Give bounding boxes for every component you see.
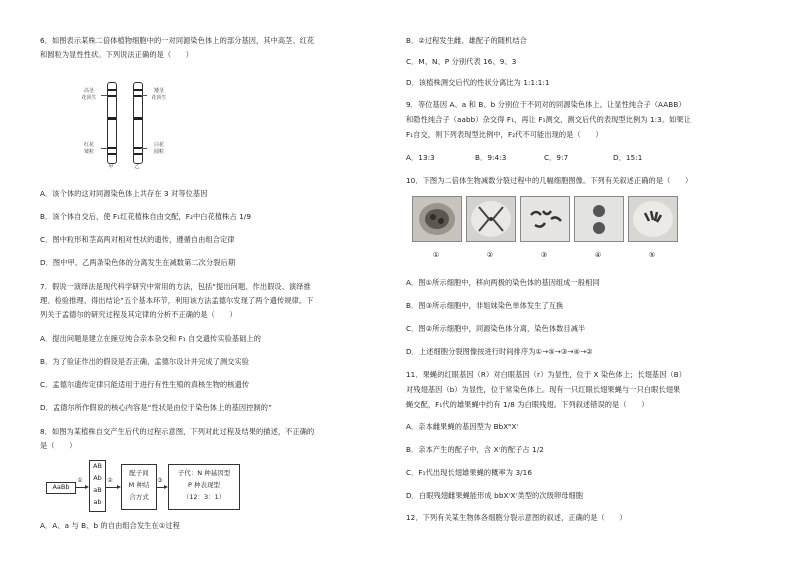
step-2-label: ② xyxy=(107,477,113,484)
micrograph-3-image xyxy=(521,197,569,241)
q6-option-c: C．图中粒形和茎高两对相对性状的遗传，遵循自由组合定律 xyxy=(40,235,235,244)
arrow-2 xyxy=(105,487,117,488)
step-1-label: ① xyxy=(77,477,83,484)
q11-stem-line2: 对残翅基因（b）为显性，位于常染色体上。现有一只红眼长翅果蝇与一只白眼长翅果 xyxy=(406,385,681,394)
q7-option-a: A．提出问题是建立在豌豆纯合亲本杂交和 F₁ 自交遗传实验基础上的 xyxy=(40,334,262,343)
q8-option-b: B．②过程发生雌、雄配子的随机结合 xyxy=(406,36,527,45)
q9-stem-line1: 9．等位基因 A、a 和 B、b 分别位于不同对的同源染色体上。让显性纯合子（AABB） xyxy=(406,100,686,109)
q9-option-d: D．15:1 xyxy=(613,153,643,162)
micrograph-label-1: ① xyxy=(432,251,440,259)
q8-stem-line2: 是（ ） xyxy=(40,441,77,450)
q7-stem-line2: 理、检验推理、得出结论”五个基本环节，利用该方法孟德尔发现了两个遗传规律。下 xyxy=(40,296,314,305)
label-wrinkled-seed: 皱粒 xyxy=(83,149,94,155)
label-terminal-flower-right: 花顶生 xyxy=(151,95,167,101)
label-terminal-flower-left: 花顶生 xyxy=(81,95,97,101)
gamete-AB: AB xyxy=(93,462,102,470)
step-3-label: ③ xyxy=(157,477,163,484)
arrow-1 xyxy=(75,487,85,488)
q8-stem-line1: 8．如图为某植株自交产生后代的过程示意图，下列对此过程及结果的描述，不正确的 xyxy=(40,427,315,436)
parent-genotype-box: AaBb xyxy=(46,482,76,494)
micrograph-2-image xyxy=(467,197,515,241)
band xyxy=(108,95,116,97)
q6-stem-line2: 和圆粒为显性性状。下列说法正确的是（ ） xyxy=(40,50,194,59)
band xyxy=(108,153,116,155)
offspring-box xyxy=(168,464,240,510)
label-white-flower: 白花 xyxy=(153,142,164,148)
q11-option-a: A．亲本雌果蝇的基因型为 BbXᴿXʳ xyxy=(406,422,519,431)
gamete-Ab: Ab xyxy=(93,474,102,482)
micrograph-label-5: ⑤ xyxy=(648,251,656,259)
q7-stem-line3: 列关于孟德尔的研究过程及其定律的分析不正确的是（ ） xyxy=(40,310,237,319)
offspring-line3: （12：3：1） xyxy=(182,493,226,501)
q6-option-d: D．图中甲、乙两条染色体的分离发生在减数第二次分裂后期 xyxy=(40,258,236,267)
q7-option-d: D．孟德尔所作假说的核心内容是“性状是由位于染色体上的基因控制的” xyxy=(40,403,272,412)
q11-option-b: B．亲本产生的配子中，含 Xʳ的配子占 1/2 xyxy=(406,445,544,454)
q9-stem-line3: F₁自交，则下列表现型比例中，F₂代不可能出现的是（ ） xyxy=(406,130,603,139)
arrow-3 xyxy=(156,487,164,488)
gamete-ab: ab xyxy=(93,498,102,506)
q9-option-b: B．9:4:3 xyxy=(475,153,507,162)
band xyxy=(134,89,142,91)
q11-option-d: D．白眼残翅雌果蝇能形成 bbXʳXʳ类型的次级卵母细胞 xyxy=(406,491,584,500)
micrograph-5 xyxy=(628,196,678,242)
micrograph-4 xyxy=(574,196,624,242)
micrograph-label-2: ② xyxy=(486,251,494,259)
q9-stem-line2: 和隐性纯合子（aabb）杂交得 F₁，再让 F₁测交，测交后代的表现型比例为 1:3。如果让 xyxy=(406,115,691,124)
q10-option-b: B．图③所示细胞中，非姐妹染色单体发生了互换 xyxy=(406,301,564,310)
label-round-seed: 圆粒 xyxy=(153,149,164,155)
q7-stem-line1: 7．假说一演绎法是现代科学研究中常用的方法，包括“提出问题、作出假设、演绎推 xyxy=(40,282,311,291)
q12-stem: 12．下列有关某生物体各细胞分裂示意图的叙述，正确的是（ ） xyxy=(406,513,627,522)
q7-option-c: C．孟德尔遗传定律只能适用于进行有性生殖的真核生物的核遗传 xyxy=(40,380,250,389)
q8-option-d: D．该植株测交后代的性状分离比为 1:1:1:1 xyxy=(406,78,550,87)
centromere-band xyxy=(134,117,142,120)
micrograph-3 xyxy=(520,196,570,242)
q6-option-b: B．该个体自交后，使 F₁红花植株自由交配，F₂中白花植株占 1/9 xyxy=(40,212,252,221)
band xyxy=(108,89,116,91)
micrograph-label-4: ④ xyxy=(594,251,602,259)
gametes-box xyxy=(89,460,106,512)
micrograph-label-3: ③ xyxy=(540,251,548,259)
band xyxy=(108,147,116,149)
caption-jia: 甲 xyxy=(108,164,114,170)
offspring-line2: P 种表现型 xyxy=(188,481,220,489)
label-red-flower: 红花 xyxy=(83,142,94,148)
combination-box xyxy=(121,464,157,510)
micrograph-2 xyxy=(466,196,516,242)
label-tall-stem: 高茎 xyxy=(83,88,94,94)
q7-option-b: B．为了验证作出的假设是否正确，孟德尔设计并完成了测交实验 xyxy=(40,357,250,366)
q11-stem-line1: 11．果蝇的红眼基因（R）对白眼基因（r）为显性，位于 X 染色体上；长翅基因（B） xyxy=(406,370,687,379)
q9-option-a: A．13:3 xyxy=(406,153,435,162)
micrograph-1 xyxy=(412,196,462,242)
gamete-aB: aB xyxy=(93,486,102,494)
micrograph-1-image xyxy=(413,197,461,241)
caption-yi: 乙 xyxy=(134,164,140,170)
combination-line2: M 种结 xyxy=(128,481,150,489)
q6-option-a: A．该个体的这对同源染色体上共存在 3 对等位基因 xyxy=(40,189,208,198)
chromosome-jia xyxy=(107,82,117,164)
q11-stem-line3: 蝇交配，F₁代的雄果蝇中约有 1/8 为白眼残翅。下列叙述错误的是（ ） xyxy=(406,400,649,409)
q11-option-c: C．F₁代出现长翅雄果蝇的概率为 3/16 xyxy=(406,468,532,477)
label-short-stem: 矮茎 xyxy=(153,88,164,94)
centromere-band xyxy=(108,117,116,120)
q8-option-c: C．M、N、P 分别代表 16、9、3 xyxy=(406,57,517,66)
q8-option-a: A．A、a 与 B、b 的自由组合发生在①过程 xyxy=(40,521,180,530)
combination-line3: 合方式 xyxy=(129,493,149,501)
combination-line1: 配子间 xyxy=(129,469,149,477)
band xyxy=(134,153,142,155)
q6-stem-line1: 6．如图表示某株二倍体植物细胞中的一对同源染色体上的部分基因，其中高茎、红花 xyxy=(40,36,315,45)
micrograph-5-image xyxy=(629,197,677,241)
q9-option-c: C．9:7 xyxy=(544,153,569,162)
micrograph-4-image xyxy=(575,197,623,241)
q10-option-c: C．图②所示细胞中，同源染色体分离，染色体数目减半 xyxy=(406,324,586,333)
q10-option-a: A．图①所示细胞中，移向两极的染色体的基因组成一般相同 xyxy=(406,278,600,287)
offspring-line1: 子代：N 种基因型 xyxy=(177,469,231,477)
q10-option-d: D．上述细胞分裂图像按进行时间排序为①→⑤→③→④→② xyxy=(406,347,593,356)
q10-stem: 10．下图为二倍体生物减数分裂过程中的几幅细胞图像。下列有关叙述正确的是（ ） xyxy=(406,176,693,185)
